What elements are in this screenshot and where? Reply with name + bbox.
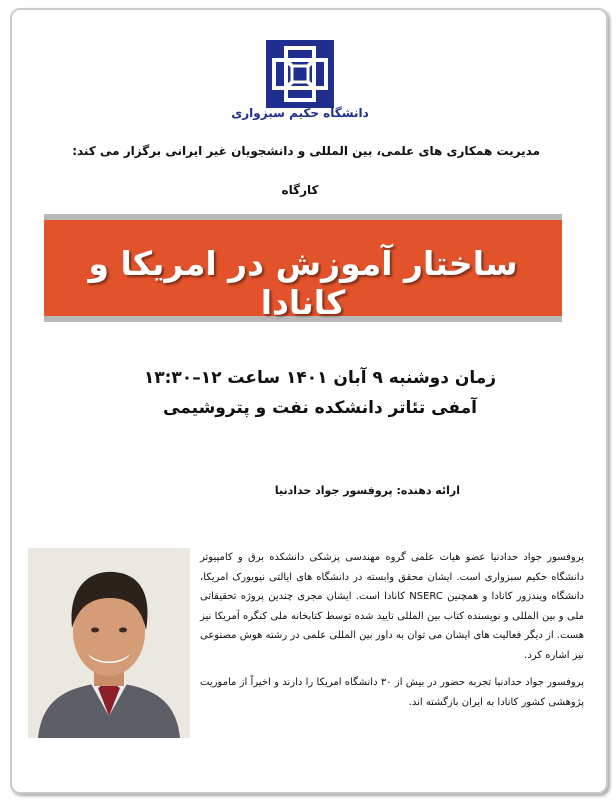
event-venue: آمفی تئاتر دانشکده نفت و پتروشیمی — [163, 398, 477, 418]
presenter-photo — [28, 548, 190, 738]
presenter-portrait-icon — [28, 548, 190, 738]
title-banner — [44, 214, 562, 322]
event-datetime: زمان دوشنبه ۹ آبان ۱۴۰۱ ساعت ۱۲–۱۳:۳۰ — [143, 368, 497, 388]
event-title: ساختار آموزش در امریکا و کانادا — [88, 244, 518, 322]
organizer-line: مدیریت همکاری های علمی، بین المللی و دانشجویان غیر ایرانی برگزار می کند: — [72, 144, 540, 158]
university-logo-icon — [262, 36, 338, 112]
university-name: دانشگاه حکیم سبزواری — [231, 106, 369, 120]
bio-paragraph-2: پروفسور جواد حدادنیا تجربه حضور در بیش از ۳۰ دانشگاه امریکا را دارند و اخیراً از ماموریت پژوهشی کشور کانادا به ایران بازگشته اند. — [200, 677, 584, 708]
event-type: کارگاه — [281, 183, 319, 197]
presenter-bio — [200, 548, 584, 720]
presenter-line: ارائه دهنده: پروفسور جواد حدادنیا — [274, 484, 460, 497]
bio-paragraph-1: پروفسور جواد حدادنیا عضو هیات علمی گروه مهندسی پزشکی دانشکده برق و کامپیوتر دانشگاه حکیم سبزواری است. ایشان محقق وابسته در دانشگاه های ایالتی نیویورک امریکا، دانشگاه ویندزور کانادا و همچنین NSERC کانادا است. ایشان مجری چندین پروژه تحقیقاتی ملی و بین المللی و نویسنده کتاب بین المللی تایید شده توسط کتابخانه ملی کنگره آمریکا نیز هست. از دیگر فعالیت های ایشان می توان به داور بین المللی علمی در رشته هوش مصنوعی نیز اشاره کرد. — [200, 552, 585, 661]
